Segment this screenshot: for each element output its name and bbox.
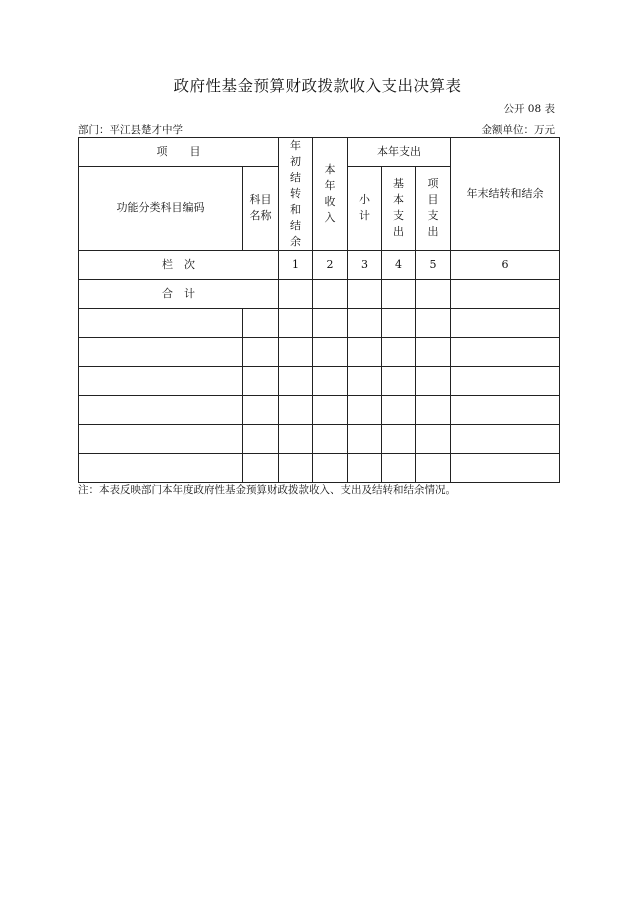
report-title: 政府性基金预算财政拨款收入支出决算表 — [173, 77, 462, 95]
empty-cell — [79, 395, 243, 424]
empty-cell — [382, 395, 416, 424]
empty-cell — [382, 366, 416, 395]
empty-cell — [416, 424, 451, 453]
header-row-1 — [79, 138, 560, 167]
empty-cell — [348, 337, 382, 366]
empty-cell — [279, 337, 313, 366]
table-row — [79, 308, 560, 337]
empty-cell — [382, 308, 416, 337]
department-label: 部门：平江县楚才中学 — [78, 124, 183, 136]
empty-cell — [382, 424, 416, 453]
func-code-header: 功能分类科目编码 — [79, 166, 243, 250]
amount-unit-label: 金额单位：万元 — [481, 124, 555, 136]
form-number: 公开 08 表 — [503, 103, 555, 115]
year-expense-header: 本年支出 — [348, 138, 451, 167]
empty-cell — [313, 424, 348, 453]
subject-name-header: 科目名称 — [243, 166, 279, 250]
table-row — [79, 395, 560, 424]
total-cell — [313, 279, 348, 308]
empty-cell — [279, 308, 313, 337]
empty-cell — [79, 308, 243, 337]
empty-cell — [348, 395, 382, 424]
total-cell — [279, 279, 313, 308]
empty-cell — [243, 424, 279, 453]
empty-cell — [313, 308, 348, 337]
empty-cell — [243, 337, 279, 366]
total-row — [79, 279, 560, 308]
index-col-6: 6 — [451, 250, 560, 279]
index-col-5: 5 — [416, 250, 451, 279]
empty-cell — [451, 308, 560, 337]
empty-cell — [416, 395, 451, 424]
item-header: 项 目 — [79, 138, 279, 167]
begin-balance-header: 年初结转和结余 — [279, 138, 313, 251]
empty-cell — [416, 337, 451, 366]
table-row — [79, 453, 560, 482]
empty-cell — [451, 337, 560, 366]
empty-cell — [348, 453, 382, 482]
empty-cell — [416, 308, 451, 337]
index-col-3: 3 — [348, 250, 382, 279]
report-table — [78, 137, 560, 483]
empty-cell — [382, 453, 416, 482]
empty-cell — [313, 453, 348, 482]
table-row — [79, 424, 560, 453]
basic-expense-header: 基本支出 — [382, 166, 416, 250]
total-cell — [451, 279, 560, 308]
end-balance-header: 年末结转和结余 — [451, 138, 560, 251]
empty-cell — [451, 424, 560, 453]
empty-cell — [243, 453, 279, 482]
index-label: 栏 次 — [79, 250, 279, 279]
empty-cell — [243, 366, 279, 395]
empty-cell — [279, 453, 313, 482]
empty-cell — [382, 337, 416, 366]
index-row — [79, 250, 560, 279]
empty-cell — [279, 424, 313, 453]
index-col-2: 2 — [313, 250, 348, 279]
empty-cell — [416, 453, 451, 482]
total-label: 合 计 — [79, 279, 279, 308]
empty-cell — [348, 366, 382, 395]
empty-cell — [348, 424, 382, 453]
empty-cell — [243, 308, 279, 337]
table-row — [79, 337, 560, 366]
empty-cell — [279, 366, 313, 395]
empty-cell — [451, 453, 560, 482]
index-col-1: 1 — [279, 250, 313, 279]
empty-cell — [451, 366, 560, 395]
empty-cell — [451, 395, 560, 424]
year-income-header: 本年收入 — [313, 138, 348, 251]
empty-cell — [79, 366, 243, 395]
footnote: 注：本表反映部门本年度政府性基金预算财政拨款收入、支出及结转和结余情况。 — [78, 484, 456, 496]
empty-cell — [416, 366, 451, 395]
empty-cell — [313, 395, 348, 424]
empty-cell — [313, 337, 348, 366]
empty-cell — [79, 453, 243, 482]
empty-cell — [279, 395, 313, 424]
total-cell — [382, 279, 416, 308]
empty-cell — [79, 337, 243, 366]
total-cell — [416, 279, 451, 308]
table-row — [79, 366, 560, 395]
subtotal-header: 小计 — [348, 166, 382, 250]
empty-cell — [348, 308, 382, 337]
index-col-4: 4 — [382, 250, 416, 279]
empty-cell — [243, 395, 279, 424]
total-cell — [348, 279, 382, 308]
project-expense-header: 项目支出 — [416, 166, 451, 250]
empty-cell — [313, 366, 348, 395]
empty-cell — [79, 424, 243, 453]
